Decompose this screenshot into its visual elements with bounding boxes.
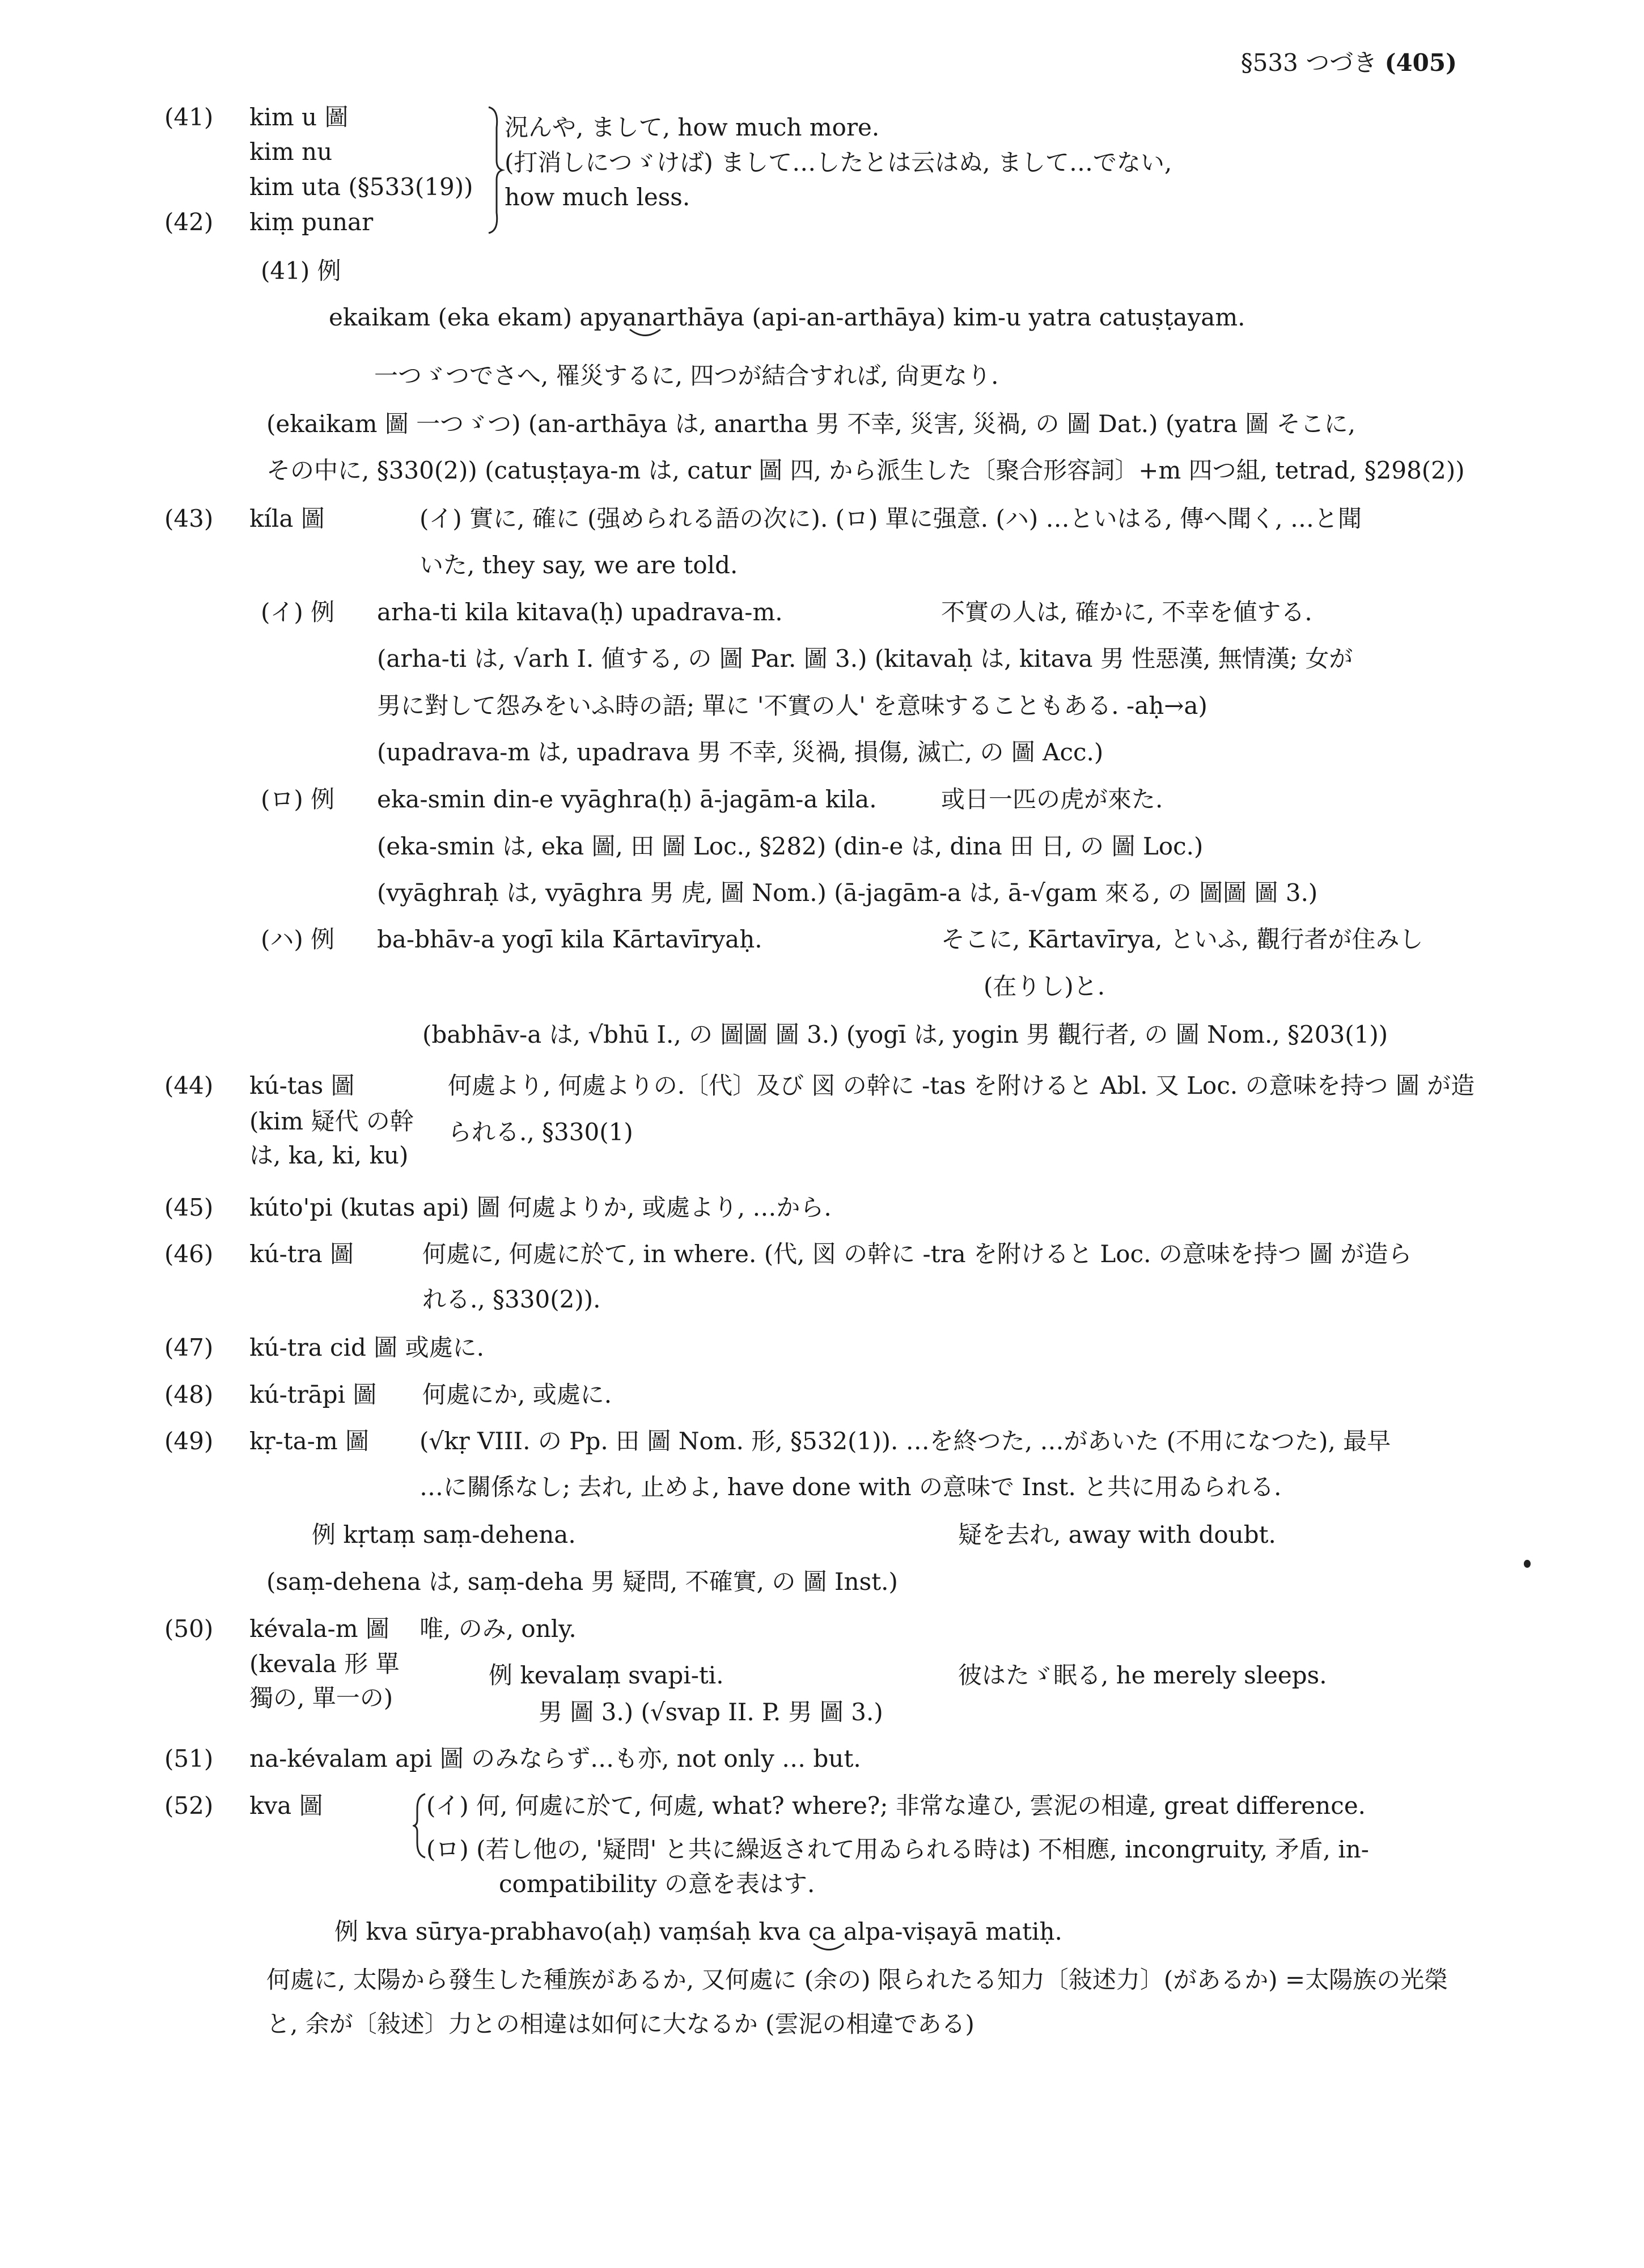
entry-line: kúto'pi (kutas api) 圖 何處よりか, 或處より, …から. [249, 1194, 832, 1221]
entry-number: (45) [164, 1194, 214, 1221]
entry-number: (43) [164, 505, 214, 532]
definition: いた, they say, we are told. [420, 551, 738, 579]
headword: kim uta (§533(19)) [249, 173, 473, 201]
definition: (√kṛ VIII. の Pp. 田 圖 Nom. 形, §532(1)). …を終つた, …があいた (不用になつた), 最早 [420, 1427, 1391, 1455]
definition: 何處に, 何處に於て, in where. (代, 図 の幹に -tra を附けると Loc. の意味を持つ 圖 が造ら [422, 1240, 1412, 1268]
example-heading: (41) 例 [261, 257, 341, 285]
stray-dot [1524, 1560, 1531, 1568]
definition: (ロ) (若し他の, '疑問' と共に繰返されて用ゐられる時は) 不相應, incongruity, 矛盾, in- [426, 1835, 1369, 1863]
entry-number: (48) [164, 1381, 214, 1408]
headword: kévala-m 圖 [249, 1615, 389, 1643]
entry-number: (42) [164, 208, 214, 236]
definition: compatibility の意を表はす. [499, 1870, 815, 1898]
note: 男 圖 3.) (√svap II. P. 男 圖 3.) [539, 1698, 883, 1726]
translation: (在りし)と. [984, 972, 1105, 1000]
entry-line: na-kévalam api 圖 のみならず…も亦, not only … but. [249, 1745, 861, 1772]
headword-note: は, ka, ki, ku) [249, 1141, 409, 1169]
translation: と, 余が〔敍述〕力との相違は如何に大なるか (雲泥の相違である) [266, 2010, 974, 2038]
note: (upadrava-m は, upadrava 男 不幸, 災禍, 損傷, 滅亡, の 圖 Acc.) [377, 738, 1104, 766]
note: (babhāv-a は, √bhū I., の 圖圖 圖 3.) (yogī は, yogin 男 觀行者, の 圖 Nom., §203(1)) [422, 1021, 1388, 1048]
entry-number: (50) [164, 1615, 214, 1643]
definition: 何處より, 何處よりの.〔代〕及び 図 の幹に -tas を附けると Abl. 又 Loc. の意味を持つ 圖 が造 [448, 1072, 1475, 1099]
translation: そこに, Kārtavīrya, といふ, 觀行者が住みし [941, 925, 1423, 953]
headword: kim nu [249, 138, 333, 166]
example-sentence: ba-bhāv-a yogī kila Kārtavīryaḥ. [377, 925, 762, 953]
brace-icon [413, 1792, 427, 1860]
entry-number: (51) [164, 1745, 214, 1772]
note: (arha-ti は, √arh I. 値する, の 圖 Par. 圖 3.) (kitavaḥ は, kitava 男 性惡漢, 無情漢; 女が [377, 645, 1353, 672]
translation: 何處に, 太陽から發生した種族があるか, 又何處に (余の) 限られたる知力〔敍述力〕(があるか) =太陽族の光榮 [266, 1966, 1448, 1994]
example-sentence: ekaikam (eka ekam) apyanarthāya (api-an-arthāya) kim-u yatra catuṣṭayam. [329, 303, 1245, 331]
headword: kim u 圖 [249, 103, 349, 131]
page-number: (405) [1384, 49, 1457, 77]
headword: kva 圖 [249, 1792, 323, 1820]
definition: …に關係なし; 去れ, 止めよ, have done with の意味で Inst. と共に用ゐられる. [420, 1473, 1282, 1501]
tie-mark-icon [812, 1942, 846, 1954]
definition: how much less. [505, 183, 690, 211]
headword: kíla 圖 [249, 505, 325, 532]
definition: れる., §330(2)). [422, 1285, 601, 1313]
translation: 一つゞつでさへ, 罹災するに, 四つが結合すれば, 尙更なり. [374, 362, 999, 390]
example-sentence: 例 kevalaṃ svapi-ti. [489, 1661, 724, 1689]
definition: (打消しにつゞけば) まして…したとは云はぬ, まして…でない, [505, 149, 1172, 176]
entry-number: (47) [164, 1334, 214, 1361]
translation: 彼はたゞ眠る, he merely sleeps. [958, 1661, 1327, 1689]
note: 男に對して怨みをいふ時の語; 單に '不實の人' を意味することもある. -aḥ→a) [377, 692, 1207, 720]
example-sentence: eka-smin din-e vyāghra(ḥ) ā-jagām-a kila. [377, 785, 877, 813]
definition: られる., §330(1) [448, 1118, 633, 1146]
entry-number: (41) [164, 103, 214, 131]
brace-icon [483, 105, 506, 235]
entry-number: (44) [164, 1072, 214, 1099]
entry-number: (46) [164, 1240, 214, 1268]
definition: 唯, のみ, only. [420, 1615, 577, 1643]
note: その中に, §330(2)) (catuṣṭaya-m は, catur 圖 四, から派生した〔聚合形容詞〕+m 四つ組, tetrad, §298(2)) [266, 456, 1465, 484]
example-sentence: 例 kṛtaṃ saṃ-dehena. [312, 1521, 576, 1548]
example-heading: (ハ) 例 [261, 925, 335, 953]
note: (ekaikam 圖 一つゞつ) (an-arthāya は, anartha 男 不幸, 災害, 災禍, の 圖 Dat.) (yatra 圖 そこに, [266, 410, 1356, 438]
translation: 疑を去れ, away with doubt. [958, 1521, 1276, 1548]
section-label: §533 つづき [1240, 49, 1378, 77]
note: (eka-smin は, eka 圖, 田 圖 Loc., §282) (din-e は, dina 田 日, の 圖 Loc.) [377, 832, 1204, 860]
note: (vyāghraḥ は, vyāghra 男 虎, 圖 Nom.) (ā-jagām-a は, ā-√gam 來る, の 圖圖 圖 3.) [377, 879, 1318, 907]
headword: kú-tra 圖 [249, 1240, 354, 1268]
headword: kú-tas 圖 [249, 1072, 355, 1099]
tie-mark-icon [628, 328, 662, 340]
example-heading: (イ) 例 [261, 598, 335, 626]
example-heading: (ロ) 例 [261, 785, 335, 813]
headword: kṛ-ta-m 圖 [249, 1427, 370, 1455]
definition: (イ) 實に, 確に (强められる語の次に). (ロ) 單に强意. (ハ) …といはる, 傳へ聞く, …と聞 [420, 505, 1362, 532]
headword-note: (kevala 形 單 [249, 1650, 400, 1678]
note: (saṃ-dehena は, saṃ-deha 男 疑問, 不確實, の 圖 Inst.) [266, 1568, 898, 1596]
translation: 不實の人は, 確かに, 不幸を値する. [941, 598, 1312, 626]
translation: 或日一匹の虎が來た. [941, 785, 1163, 813]
headword: kiṃ punar [249, 208, 374, 236]
entry-number: (49) [164, 1427, 214, 1455]
entry-number: (52) [164, 1792, 214, 1820]
headword: kú-trāpi 圖 [249, 1381, 377, 1408]
headword-note: 獨の, 單一の) [249, 1684, 393, 1712]
entry-line: kú-tra cid 圖 或處に. [249, 1334, 484, 1361]
headword-note: (kim 疑代 の幹 [249, 1107, 414, 1135]
example-sentence: arha-ti kila kitava(ḥ) upadrava-m. [377, 598, 783, 626]
definition: 況んや, まして, how much more. [505, 113, 880, 141]
definition: 何處にか, 或處に. [422, 1381, 612, 1408]
example-sentence: 例 kva sūrya-prabhavo(aḥ) vaṃśaḥ kva ca alpa-viṣayā matiḥ. [334, 1918, 1062, 1945]
definition: (イ) 何, 何處に於て, 何處, what? where?; 非常な違ひ, 雲泥の相違, great difference. [426, 1792, 1366, 1820]
page-header [1241, 44, 1457, 78]
